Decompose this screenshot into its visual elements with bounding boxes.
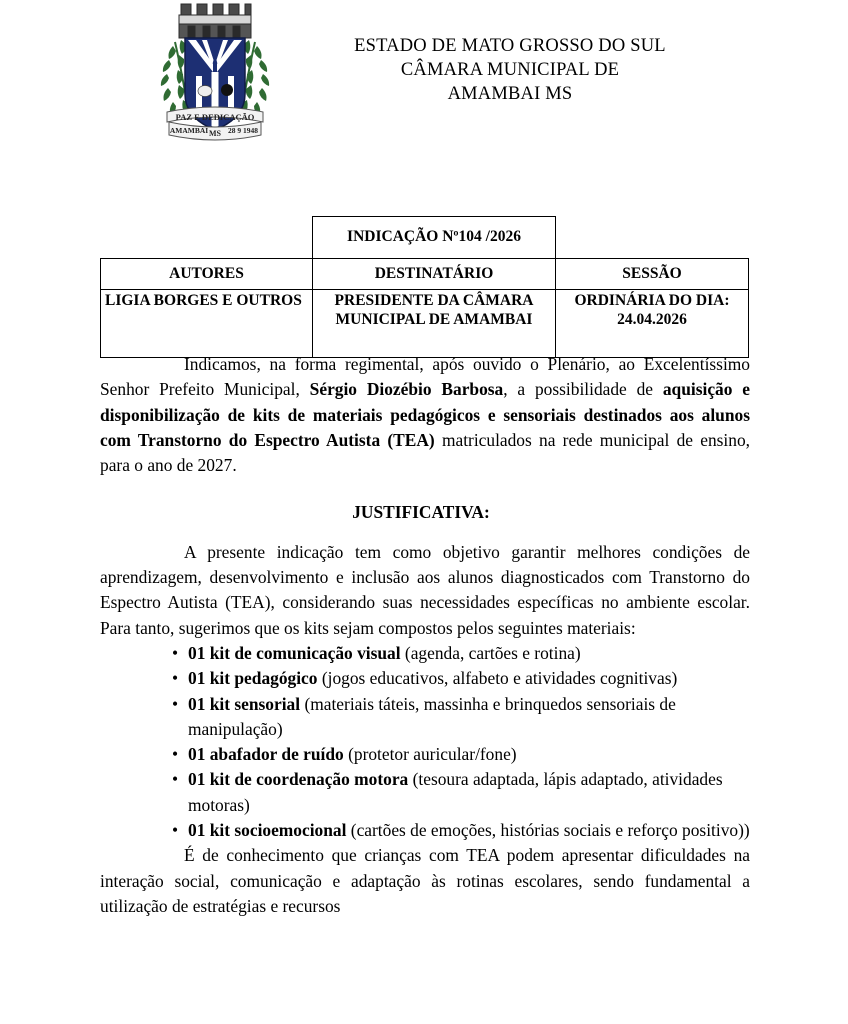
list-item [172, 742, 750, 767]
sessao-label: ORDINÁRIA DO DIA: [574, 292, 730, 309]
svg-text:PAZ E DEDICAÇÃO: PAZ E DEDICAÇÃO [175, 112, 255, 122]
svg-text:AMAMBAI: AMAMBAI [169, 126, 209, 135]
header-line-state: ESTADO DE MATO GROSSO DO SUL [354, 36, 666, 56]
kit-description: (tesoura adaptada, lápis adaptado, atividades motoras) [188, 769, 723, 815]
table-header-destinatario: DESTINATÁRIO [313, 259, 556, 290]
kit-description: (jogos educativos, alfabeto e atividades cognitivas) [317, 668, 678, 689]
document-body [100, 352, 750, 919]
svg-text:28 9 1948: 28 9 1948 [228, 126, 258, 135]
coat-of-arms-icon [155, 2, 275, 154]
kit-description: (materiais táteis, massinha e brinquedos sensoriais de manipulação) [188, 693, 676, 739]
intro-subject: aquisição e disponibilização de kits de materiais pedagógicos e sensoriais destinados aos alunos com Transtorno do Espectro Autista (TEA) [100, 379, 750, 450]
list-item [172, 641, 750, 666]
svg-text:MS: MS [209, 129, 221, 138]
list-item [172, 666, 703, 691]
list-item [172, 767, 750, 818]
intro-text-1: Indicamos, na forma regimental, após ouvido o Plenário, ao Excelentíssimo Senhor Prefeito Municipal, [100, 354, 750, 400]
closing-paragraph: É de conhecimento que crianças com TEA podem apresentar dificuldades na interação social, comunicação e adaptação às rotinas escolares, sendo fundamental a utilização de estratégias e recursos [100, 845, 750, 916]
sessao-date: 24.04.2026 [617, 310, 687, 328]
kit-description: (agenda, cartões e rotina) [400, 642, 581, 663]
intro-mayor-name: Sérgio Diozébio Barbosa [309, 379, 504, 400]
table-header-sessao: SESSÃO [556, 259, 749, 290]
list-item [172, 692, 750, 743]
header-title-block [300, 34, 720, 106]
table-cell-empty [101, 217, 313, 259]
indication-table [100, 216, 749, 358]
justificativa-paragraph: A presente indicação tem como objetivo garantir melhores condições de aprendizagem, desenvolvimento e inclusão aos alunos diagnosticados com Transtorno do Espectro Autista (TEA), considerando suas necessidades específicas no ambiente escolar. Para tanto, sugerimos que os kits sejam compostos pelos seguintes materiais: [100, 541, 750, 638]
justificativa-heading: JUSTIFICATIVA: [352, 502, 490, 523]
table-cell-autores: LIGIA BORGES E OUTROS [101, 290, 313, 358]
document-header [0, 0, 848, 160]
intro-text-2: , a possibilidade de [503, 379, 663, 400]
header-line-chamber: CÂMARA MUNICIPAL DE [400, 60, 620, 80]
table-cell-sessao [556, 290, 749, 358]
list-item [172, 818, 750, 843]
kit-name: 01 kit sensorial [188, 693, 301, 714]
intro-paragraph [100, 352, 750, 478]
kit-description: (cartões de emoções, histórias sociais e reforço positivo)) [346, 820, 750, 841]
header-line-city: AMAMBAI MS [447, 84, 573, 104]
table-cell-indication-number: INDICAÇÃO Nº104 /2026 [313, 217, 556, 259]
table-row-values [101, 290, 749, 358]
intro-text-3: matriculados na rede municipal de ensino, para o ano de 2027. [100, 429, 750, 476]
table-header-autores: AUTORES [101, 259, 313, 290]
kit-name: 01 kit pedagógico [188, 668, 318, 689]
table-cell-empty-right [556, 217, 749, 259]
kit-list [100, 641, 750, 843]
table-cell-destinatario: PRESIDENTE DA CÂMARA MUNICIPAL DE AMAMBAI [313, 290, 556, 358]
kit-name: 01 kit de coordenação motora [188, 769, 409, 790]
kit-name: 01 kit socioemocional [188, 820, 347, 841]
kit-name: 01 kit de comunicação visual [188, 642, 401, 663]
table-row-title [101, 217, 749, 259]
table-row-headers [101, 259, 749, 290]
kit-description: (protetor auricular/fone) [343, 744, 517, 765]
kit-name: 01 abafador de ruído [188, 744, 344, 765]
